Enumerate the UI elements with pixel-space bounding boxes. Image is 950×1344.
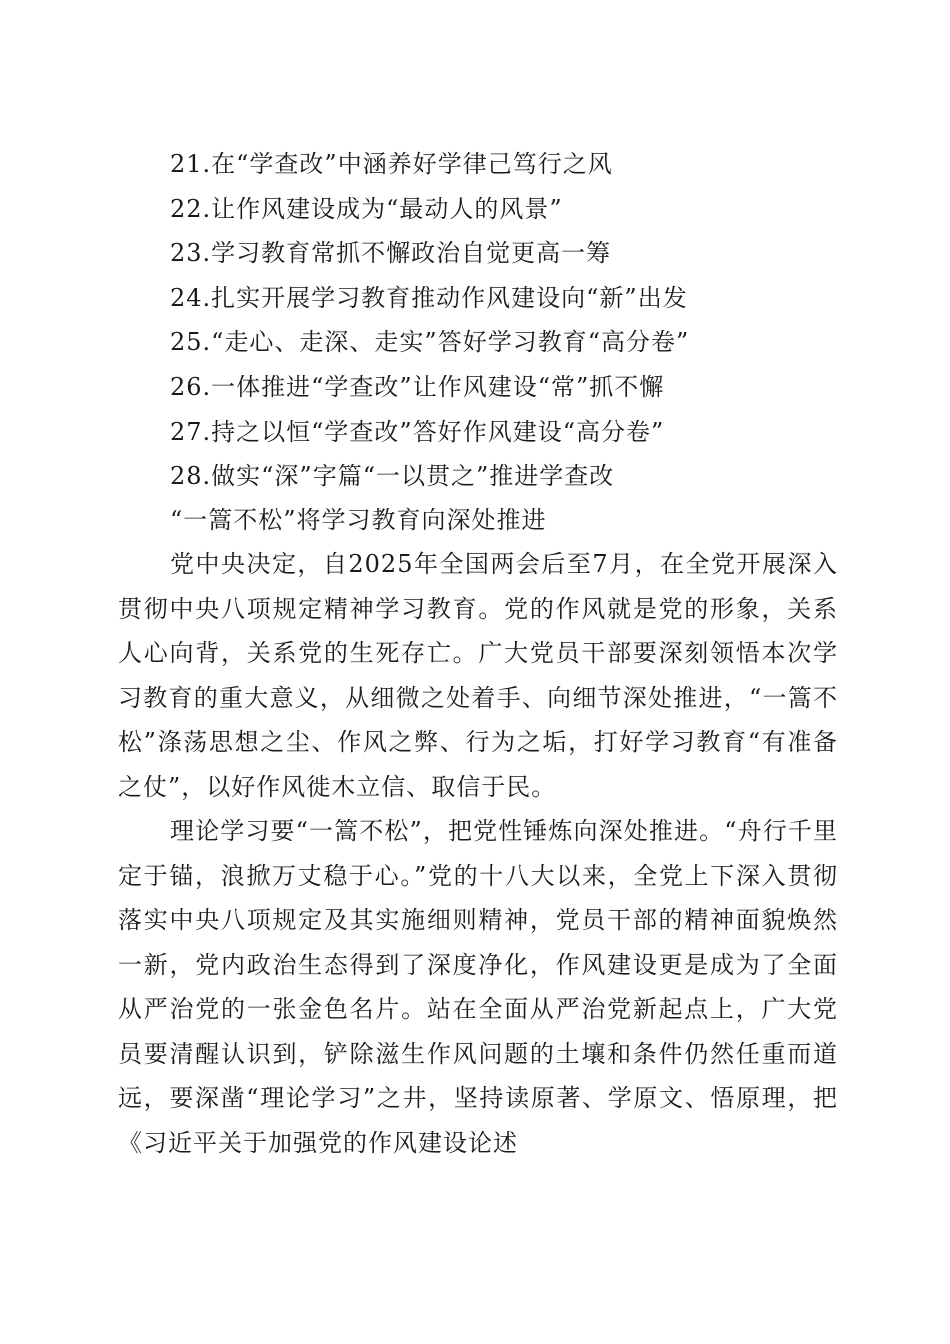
list-item: 21.在“学查改”中涵养好学律己笃行之风 (170, 150, 613, 178)
list-item: 28.做实“深”字篇“一以贯之”推进学查改 (170, 462, 615, 491)
list-item: 25.“走心、走深、走实”答好学习教育“高分卷” (170, 328, 690, 357)
list-item: 22.让作风建设成为“最动人的风景” (170, 194, 563, 223)
list-item: 26.一体推进“学查改”让作风建设“常”抓不懈 (170, 372, 665, 401)
article-title: “一篙不松”将学习教育向深处推进 (170, 506, 547, 534)
article-body (118, 542, 838, 1165)
list-item: 27.持之以恒“学查改”答好作风建设“高分卷” (170, 417, 665, 446)
title-list (170, 142, 830, 499)
paragraph: 党中央决定，自2025年全国两会后至7月，在全党开展深入贯彻中央八项规定精神学习教育。党的作风就是党的形象，关系人心向背，关系党的生死存亡。广大党员干部要深刻领悟本次学习教育的重大意义，从细微之处着手、向细节深处推进，“一篙不松”涤荡思想之尘、作风之弊、行为之垢，打好学习教育“有准备之仗”，以好作风徙木立信、取信于民。 (118, 550, 838, 801)
list-item: 23.学习教育常抓不懈政治自觉更高一筹 (170, 239, 612, 268)
paragraph: 理论学习要“一篙不松”，把党性锤炼向深处推进。“舟行千里定于锚，浪掀万丈稳于心。”党的十八大以来，全党上下深入贯彻落实中央八项规定及其实施细则精神，党员干部的精神面貌焕然一新，党内政治生态得到了深度净化，作风建设更是成为了全面从严治党的一张金色名片。站在全面从严治党新起点上，广大党员要清醒认识到，铲除滋生作风问题的土壤和条件仍然任重而道远，要深凿“理论学习”之井，坚持读原著、学原文、悟原理，把《习近平关于加强党的作风建设论述 (118, 817, 838, 1157)
list-item: 24.扎实开展学习教育推动作风建设向“新”出发 (170, 283, 688, 312)
